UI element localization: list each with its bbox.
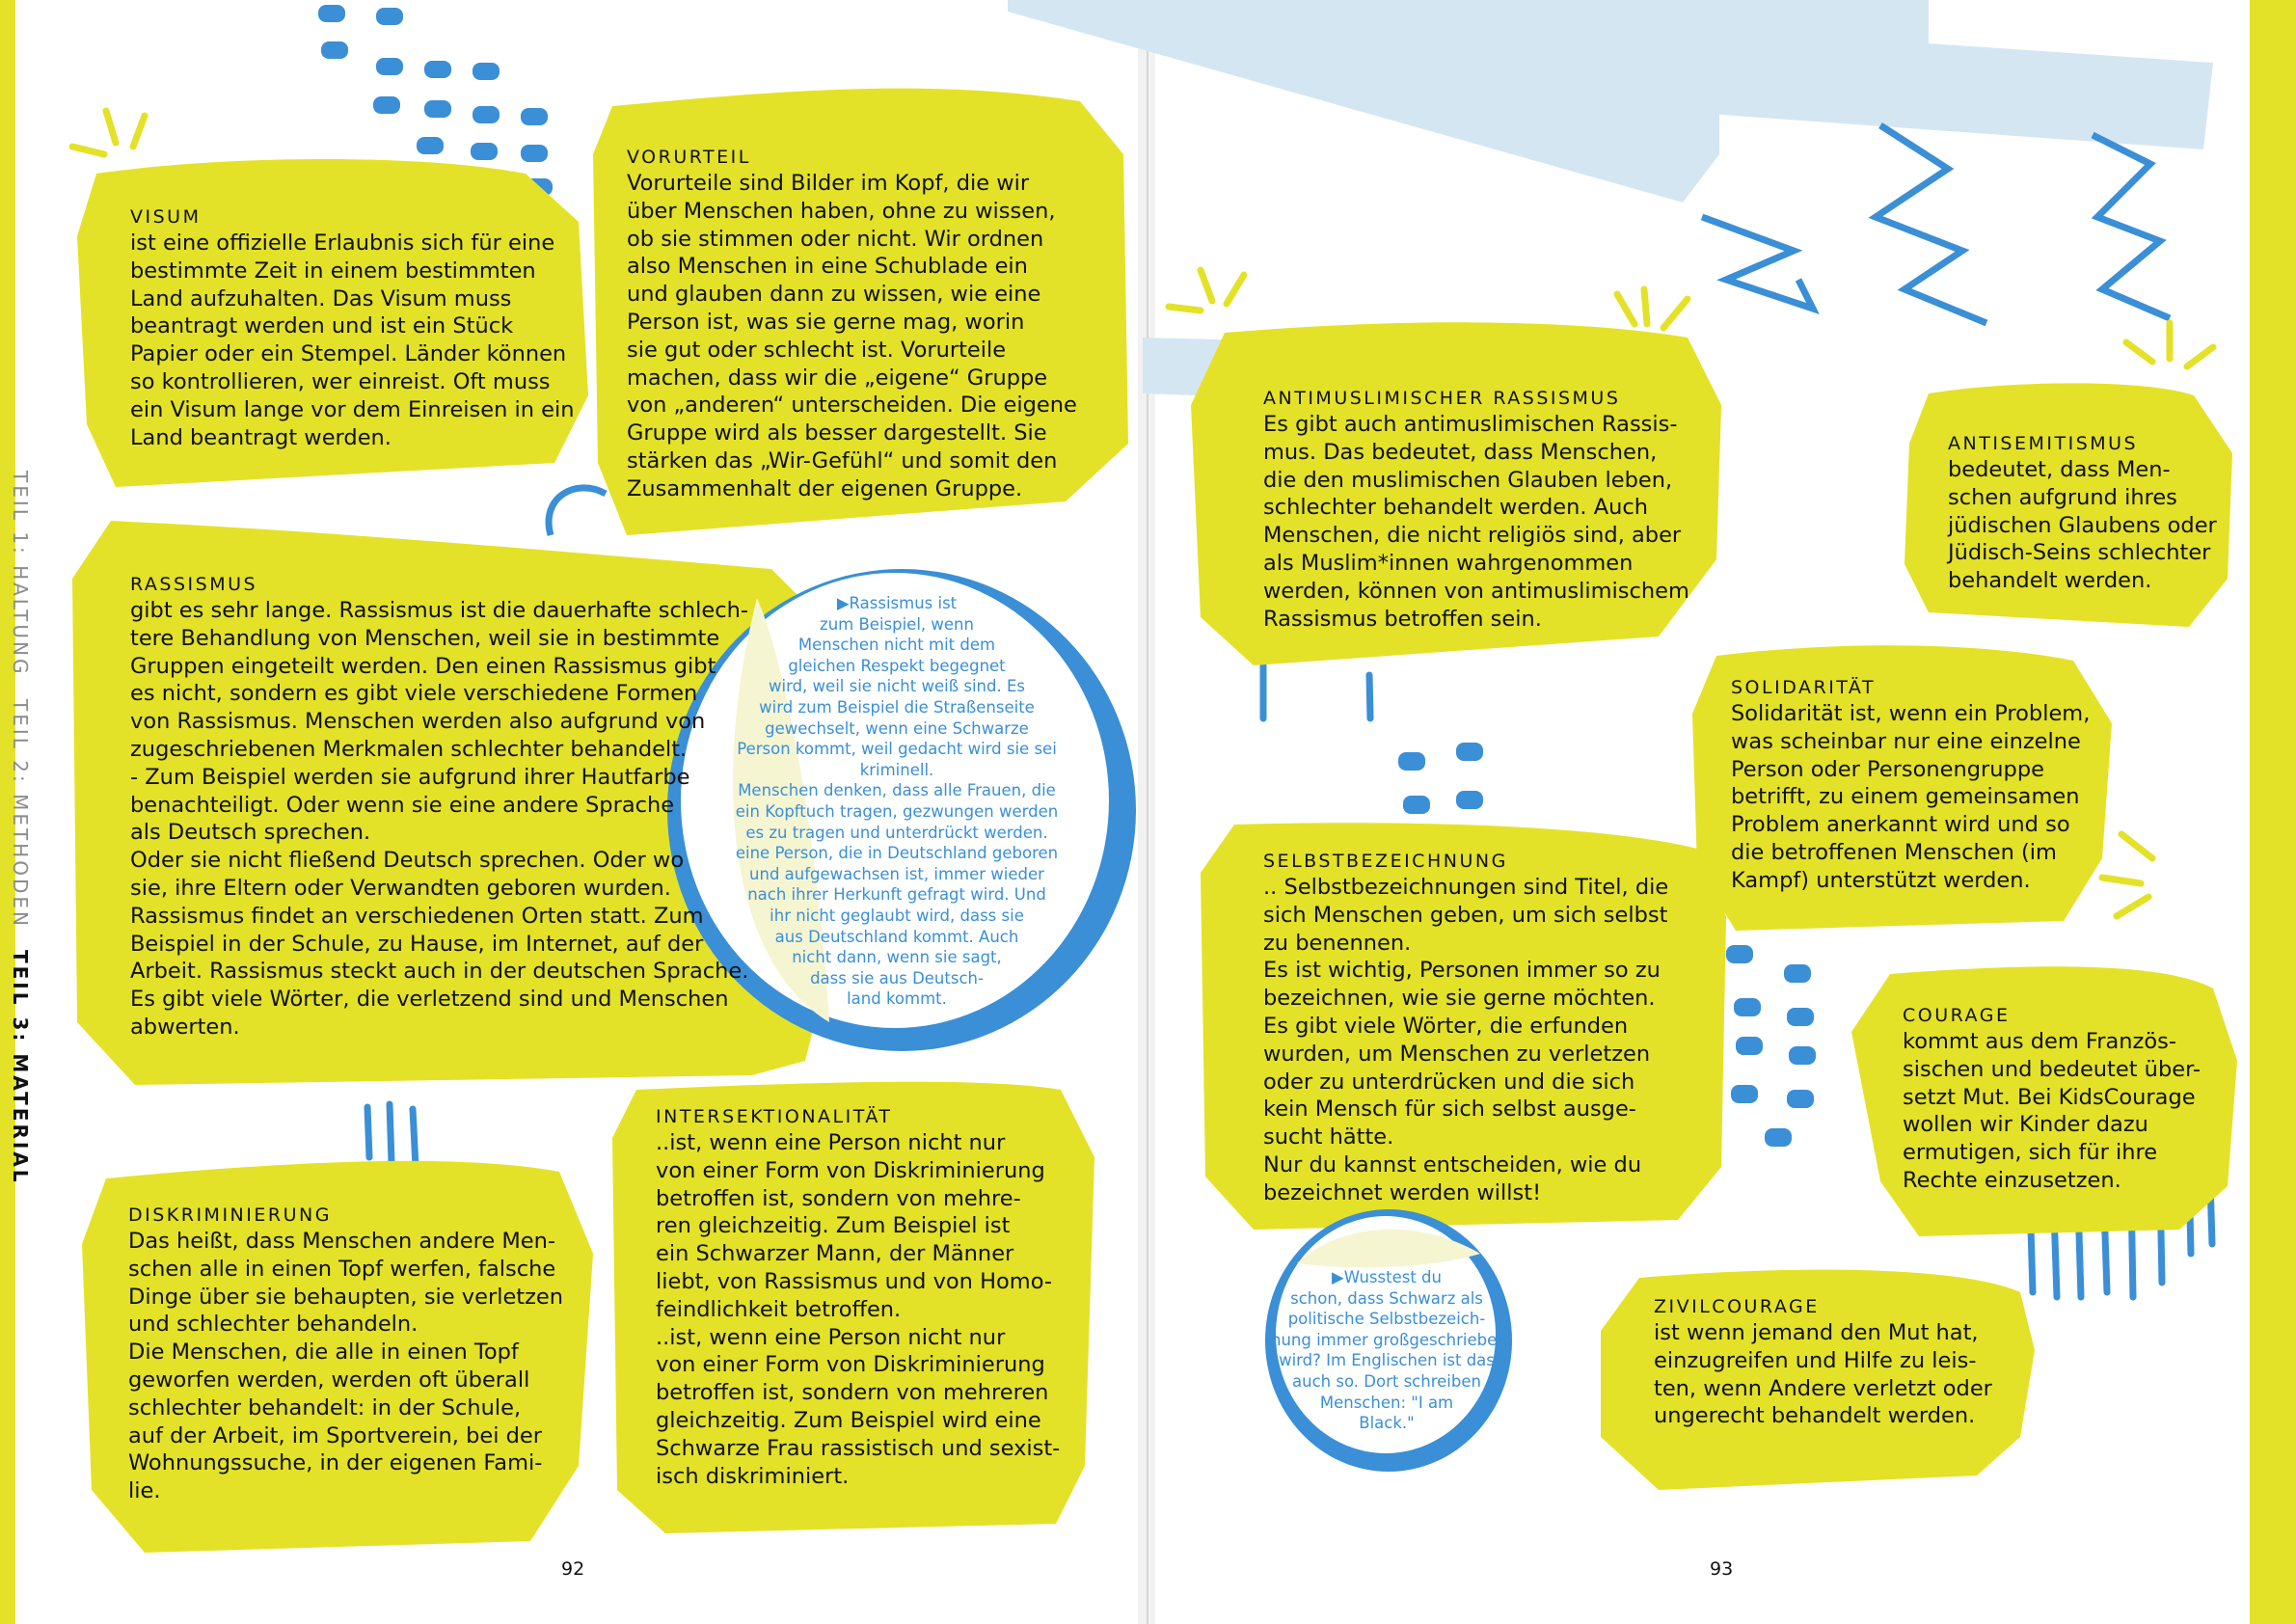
bubble-line: auch so. Dort schreiben: [1292, 1371, 1481, 1391]
entry-line: ist eine offizielle Erlaubnis sich für eine: [130, 230, 555, 256]
entry-line: Die Menschen, die alle in einen Topf: [128, 1340, 519, 1366]
entry-line: kein Mensch für sich selbst ausge-: [1263, 1096, 1636, 1123]
entry-vorurteil: [627, 145, 1077, 503]
bubble-line: aus Deutschland kommt. Auch: [774, 927, 1019, 946]
right-edge-strip: [2250, 0, 2296, 1624]
bubble-line: dass sie aus Deutsch-: [810, 968, 984, 988]
entry-line: feindlichkeit betroffen.: [656, 1296, 902, 1322]
entry-line: mus. Das bedeutet, dass Menschen,: [1263, 439, 1658, 465]
entry-line: Gruppe wird als besser dargestellt. Sie: [627, 420, 1047, 447]
entry-line: ungerecht behandelt werden.: [1654, 1403, 1976, 1429]
entry-line: Es gibt viele Wörter, die verletzend sind und Menschen: [130, 987, 729, 1013]
entry-line: Arbeit. Rassismus steckt auch in der deutschen Sprache.: [130, 959, 749, 985]
entry-line: Es ist wichtig, Personen immer so zu: [1263, 958, 1661, 984]
entry-line: sucht hätte.: [1263, 1124, 1394, 1150]
bubble-line: ein Kopftuch tragen, gezwungen werden: [735, 801, 1059, 821]
entry-line: ..ist, wenn eine Person nicht nur: [656, 1324, 1006, 1350]
entry-line: setzt Mut. Bei KidsCourage: [1903, 1084, 2196, 1110]
entry-line: Vorurteile sind Bilder im Kopf, die wir: [627, 171, 1030, 196]
bubble-line: wird? Im Englischen ist das: [1279, 1351, 1495, 1370]
entry-line: Rassismus findet an verschiedenen Orten statt. Zum: [130, 903, 704, 929]
entry-line: Dinge über sie behaupten, sie verletzen: [128, 1284, 564, 1310]
entry-line: beantragt werden und ist ein Stück: [130, 313, 514, 339]
entry-courage: [1903, 1003, 2201, 1195]
entry-line: ein Visum lange vor dem Einreisen in ein: [130, 396, 575, 422]
entry-line: kommt aus dem Französ-: [1903, 1029, 2176, 1054]
entry-line: behandelt werden.: [1948, 568, 2152, 594]
entry-line: ein Schwarzer Mann, der Männer: [656, 1241, 1014, 1267]
entry-line: es nicht, sondern es gibt viele verschiedene Formen: [130, 681, 698, 707]
entry-line: ob sie stimmen oder nicht. Wir ordnen: [627, 226, 1044, 252]
entry-line: Land aufzuhalten. Das Visum muss: [130, 285, 512, 311]
entry-antimuslimisch: [1263, 386, 1689, 633]
entry-line: schlechter behandelt werden. Auch: [1263, 495, 1649, 521]
entry-line: Beispiel in der Schule, zu Hause, im Internet, auf der: [130, 931, 704, 957]
entry-title: ANTISEMITISMUS: [1948, 433, 2139, 454]
entry-diskriminierung: [128, 1203, 563, 1505]
bubble-line: gewechselt, wenn eine Schwarze: [765, 718, 1029, 738]
entry-line: Rechte einzusetzen.: [1903, 1167, 2121, 1193]
entry-line: Papier oder ein Stempel. Länder können: [130, 341, 567, 367]
entry-line: was scheinbar nur eine einzelne: [1731, 728, 2081, 754]
bubble-line: eine Person, die in Deutschland geboren: [735, 844, 1059, 863]
entry-line: - Zum Beispiel werden sie aufgrund ihrer Hautfarbe: [130, 764, 690, 790]
entry-line: Zusammenhalt der eigenen Gruppe.: [627, 475, 1023, 501]
entry-line: wollen wir Kinder dazu: [1903, 1112, 2148, 1138]
sidebar-part-1[interactable]: TEIL 1: HALTUNG: [9, 471, 32, 677]
entry-line: einzugreifen und Hilfe zu leis-: [1654, 1347, 1977, 1373]
entry-line: Menschen, die nicht religiös sind, aber: [1263, 523, 1682, 549]
entry-line: Rassismus betroffen sein.: [1263, 606, 1542, 632]
entry-line: sie, ihre Eltern oder Verwandten geboren wurden.: [130, 875, 671, 901]
entry-line: oder zu unterdrücken und die sich: [1263, 1069, 1635, 1095]
entry-line: Wohnungssuche, in der eigenen Fami-: [128, 1450, 543, 1476]
entry-line: gibt es sehr lange. Rassismus ist die dauerhafte schlech-: [130, 598, 748, 623]
entry-line: Das heißt, dass Menschen andere Men-: [128, 1229, 555, 1254]
entry-line: jüdischen Glaubens oder: [1948, 512, 2217, 538]
entry-line: betrifft, zu einem gemeinsamen: [1731, 784, 2080, 810]
entry-line: tere Behandlung von Menschen, weil sie in bestimmte: [130, 625, 720, 651]
entry-antisemitismus: [1948, 431, 2217, 595]
entry-line: ermutigen, sich für ihre: [1903, 1140, 2158, 1166]
bubble-line: nung immer großgeschrieben: [1271, 1330, 1507, 1349]
bubble-line: kriminell.: [859, 760, 934, 779]
entry-line: Nur du kannst entscheiden, wie du: [1263, 1151, 1642, 1177]
entry-line: Es gibt auch antimuslimischen Rassis-: [1263, 412, 1678, 437]
entry-intersektionalitaet: [656, 1104, 1060, 1490]
bubble-line: land kommt.: [847, 989, 947, 1009]
entry-line: wurden, um Menschen zu verletzen: [1263, 1041, 1651, 1067]
entry-line: die betroffenen Menschen (im: [1731, 839, 2057, 865]
entry-line: als Deutsch sprechen.: [130, 820, 371, 846]
entry-line: und glauben dann zu wissen, wie eine: [627, 282, 1041, 308]
entry-line: betroffen ist, sondern von mehreren: [656, 1380, 1049, 1406]
bubble-line: schon, dass Schwarz als: [1290, 1288, 1483, 1308]
sidebar-part-2[interactable]: TEIL 2: METHODEN: [9, 699, 32, 929]
entry-line: Problem anerkannt wird und so: [1731, 812, 2070, 838]
entry-line: die den muslimischen Glauben leben,: [1263, 467, 1673, 493]
bubble-line: ▶Wusstest du: [1332, 1268, 1442, 1286]
entry-title: DISKRIMINIERUNG: [128, 1204, 332, 1226]
entry-line: schen aufgrund ihres: [1948, 484, 2177, 510]
entry-title: SELBSTBEZEICHNUNG: [1263, 851, 1508, 872]
entry-line: machen, dass wir die „eigene“ Gruppe: [627, 365, 1048, 391]
entry-line: ren gleichzeitig. Zum Beispiel ist: [656, 1213, 1011, 1239]
blue-arc: [549, 488, 606, 535]
entry-line: Jüdisch-Seins schlechter: [1948, 540, 2211, 566]
entry-line: Land beantragt werden.: [130, 424, 392, 450]
entry-line: Solidarität ist, wenn ein Problem,: [1731, 701, 2091, 726]
page-number-left: 92: [561, 1558, 585, 1580]
entry-line: bedeutet, dass Men-: [1948, 457, 2171, 482]
bubble-line: wird zum Beispiel die Straßenseite: [759, 697, 1035, 717]
bubble-line: politische Selbstbezeich-: [1287, 1310, 1486, 1329]
bubble-line: Menschen: "I am: [1319, 1393, 1454, 1412]
entry-line: zugeschriebenen Merkmalen schlechter behandelt.: [130, 736, 688, 762]
entry-title: RASSISMUS: [130, 574, 258, 595]
entry-line: auf der Arbeit, im Sportverein, bei der: [128, 1422, 542, 1448]
entry-line: Es gibt viele Wörter, die erfunden: [1263, 1013, 1629, 1039]
entry-line: Gruppen eingeteilt werden. Den einen Rassismus gibt: [130, 653, 716, 679]
entry-title: SOLIDARITÄT: [1731, 677, 1877, 698]
entry-line: als Muslim*innen wahrgenommen: [1263, 550, 1634, 576]
entry-line: also Menschen in eine Schublade ein: [627, 254, 1028, 280]
entry-line: schlechter behandelt: in der Schule,: [128, 1394, 522, 1421]
entry-line: stärken das „Wir-Gefühl“ und somit den: [627, 447, 1058, 474]
entry-line: ..ist, wenn eine Person nicht nur: [656, 1130, 1006, 1155]
entry-line: .. Selbstbezeichnungen sind Titel, die: [1263, 875, 1669, 900]
bubble-line: zum Beispiel, wenn: [820, 614, 974, 634]
bubble-line: wird, weil sie nicht weiß sind. Es: [769, 677, 1025, 696]
entry-line: bestimmte Zeit in einem bestimmten: [130, 257, 536, 284]
entry-line: sischen und bedeutet über-: [1903, 1056, 2201, 1082]
bubble-line: gleichen Respekt begegnet: [788, 656, 1006, 675]
entry-line: Person ist, was sie gerne mag, worin: [627, 309, 1025, 335]
entry-line: ist wenn jemand den Mut hat,: [1654, 1320, 1979, 1345]
bubble-wusstest-du: [1271, 1267, 1507, 1434]
entry-title: VORURTEIL: [627, 147, 751, 168]
entry-line: Oder sie nicht fließend Deutsch sprechen. Oder wo: [130, 848, 685, 874]
entry-line: abwerten.: [130, 1014, 240, 1040]
entry-solidaritaet: [1731, 675, 2090, 895]
entry-zivilcourage: [1654, 1294, 1992, 1430]
entry-line: isch diskriminiert.: [656, 1463, 850, 1489]
bubble-line: Black.": [1359, 1414, 1415, 1433]
entry-line: betroffen ist, sondern von mehre-: [656, 1185, 1021, 1211]
page-number-right: 93: [1710, 1558, 1734, 1580]
entry-visum: [130, 204, 575, 451]
entry-line: so kontrollieren, wer einreist. Oft muss: [130, 368, 551, 394]
entry-title: ZIVILCOURAGE: [1654, 1296, 1820, 1317]
entry-title: INTERSEKTIONALITÄT: [656, 1106, 893, 1127]
entry-line: von einer Form von Diskriminierung: [656, 1157, 1045, 1183]
bubble-line: Menschen nicht mit dem: [797, 636, 996, 655]
entry-line: ten, wenn Andere verletzt oder: [1654, 1375, 1992, 1401]
entry-line: sie gut oder schlecht ist. Vorurteile: [627, 337, 1007, 363]
entry-selbstbezeichnung: [1263, 849, 1668, 1207]
entry-title: ANTIMUSLIMISCHER RASSISMUS: [1263, 388, 1621, 409]
bubble-line: nicht dann, wenn sie sagt,: [792, 948, 1002, 967]
bubble-line: Person kommt, weil gedacht wird sie sei: [737, 740, 1057, 759]
entry-line: bezeichnen, wie sie gerne möchten.: [1263, 986, 1656, 1012]
entry-line: von einer Form von Diskriminierung: [656, 1352, 1045, 1378]
entry-line: bezeichnet werden willst!: [1263, 1179, 1542, 1205]
entry-line: gleichzeitig. Zum Beispiel wird eine: [656, 1407, 1041, 1433]
entry-line: werden, können von antimuslimischem: [1263, 578, 1689, 604]
entry-line: von „anderen“ unterscheiden. Die eigene: [627, 392, 1077, 419]
entry-title: VISUM: [130, 206, 202, 228]
blue-zigzags: [1702, 125, 2170, 323]
bubble-line: es zu tragen und unterdrückt werden.: [745, 823, 1048, 842]
entry-line: geworfen werden, werden oft überall: [128, 1367, 530, 1393]
entry-line: Kampf) unterstützt werden.: [1731, 867, 2031, 893]
entry-line: und schlechter behandeln.: [128, 1312, 419, 1338]
entry-line: Schwarze Frau rassistisch und sexist-: [656, 1435, 1061, 1461]
entry-line: über Menschen haben, ohne zu wissen,: [627, 198, 1056, 224]
entry-line: lie.: [128, 1478, 161, 1504]
bubble-rassismus-beispiel: [714, 593, 1080, 1010]
sidebar-part-3[interactable]: TEIL 3: MATERIAL: [9, 950, 32, 1185]
entry-line: liebt, von Rassismus und von Homo-: [656, 1268, 1052, 1294]
entry-line: zu benennen.: [1263, 930, 1412, 956]
entry-line: Person oder Personengruppe: [1731, 756, 2044, 782]
entry-line: schen alle in einen Topf werfen, falsche: [128, 1256, 556, 1282]
bubble-line: ▶Rassismus ist: [836, 594, 958, 612]
entry-title: COURAGE: [1903, 1005, 2011, 1026]
bubble-line: und aufgewachsen ist, immer wieder: [749, 864, 1044, 883]
bubble-line: Menschen denken, dass alle Frauen, die: [738, 781, 1056, 800]
entry-line: von Rassismus. Menschen werden also aufgrund von: [130, 709, 706, 735]
entry-line: sich Menschen geben, um sich selbst: [1263, 902, 1668, 928]
bubble-line: ihr nicht geglaubt wird, dass sie: [770, 906, 1024, 925]
bubble-line: nach ihrer Herkunft gefragt wird. Und: [747, 885, 1046, 905]
entry-line: benachteiligt. Oder wenn sie eine andere Sprache: [130, 792, 675, 818]
sidebar: [0, 0, 32, 1185]
entry-rassismus: [130, 572, 748, 1042]
